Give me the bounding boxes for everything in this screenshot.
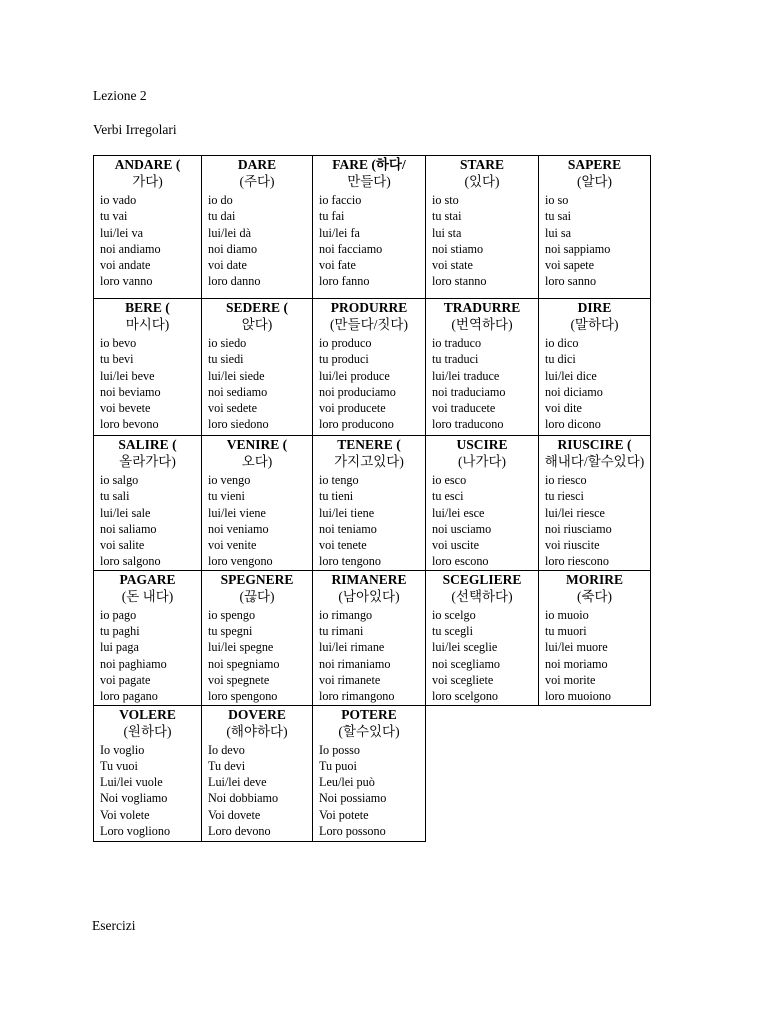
conjugation-form: lui/lei va (100, 225, 143, 240)
conjugation-form: lui/lei muore (545, 640, 608, 655)
conjugation-form: io vengo (208, 473, 251, 487)
conjugation-form: loro riescono (545, 554, 609, 569)
conjugation-form: loro siedono (208, 417, 269, 432)
conjugation-form: Tu puoi (319, 758, 357, 773)
conjugation-form: io spengo (208, 607, 256, 622)
conjugation-form: tu sali (100, 489, 130, 504)
conjugation-form: voi spegnete (208, 672, 270, 687)
conjugation-form: loro producono (319, 417, 394, 432)
conjugation-form: tu muori (545, 624, 587, 639)
conjugation-form: Loro vogliono (100, 824, 171, 839)
conjugation-form: tu dai (208, 209, 236, 224)
conjugation-form: noi veniamo (208, 521, 269, 536)
conjugation-list (100, 335, 201, 433)
verb-name: BERE ( (125, 300, 170, 315)
conjugation-list (545, 192, 650, 290)
verb-translation: (알다) (576, 174, 613, 189)
conjugation-form: noi diamo (208, 241, 258, 256)
conjugation-form: voi andate (100, 258, 151, 273)
conjugation-form: Loro devono (208, 824, 271, 839)
verb-name: TENERE ( (337, 437, 401, 452)
verb-infinitive (426, 436, 538, 470)
conjugation-form: loro vanno (100, 274, 153, 289)
conjugation-form: tu stai (432, 209, 462, 224)
conjugation-form: Voi potete (319, 807, 369, 822)
verb-infinitive (426, 299, 538, 333)
conjugation-form: loro bevono (100, 417, 159, 432)
verb-cell (202, 570, 313, 705)
conjugation-form: lui/lei viene (208, 505, 266, 520)
conjugation-form: Tu devi (208, 758, 246, 773)
conjugation-list (208, 742, 312, 840)
conjugation-form: tu fai (319, 209, 345, 224)
conjugation-form: voi venite (208, 538, 257, 553)
verb-cell (313, 570, 426, 705)
lesson-title: Lezione 2 (93, 88, 147, 103)
conjugation-list (208, 335, 312, 433)
conjugation-form: voi pagate (100, 672, 151, 687)
conjugation-form: noi traduciamo (432, 384, 506, 399)
conjugation-form: loro escono (432, 554, 489, 569)
conjugation-list (545, 335, 650, 433)
verb-translation: 가지고있다) (334, 454, 404, 469)
conjugation-form: io produco (319, 336, 372, 350)
verb-translation: (원하다) (123, 723, 172, 739)
verb-name: DIRE (577, 300, 612, 315)
conjugation-list (100, 607, 201, 705)
verb-cell (202, 299, 313, 436)
conjugation-list (545, 607, 650, 705)
verb-name: PAGARE (119, 571, 176, 587)
verb-name: TRADURRE (443, 300, 521, 315)
empty-cell (539, 705, 651, 841)
conjugation-form: lui/lei fa (319, 225, 360, 240)
conjugation-form: noi stiamo (432, 241, 484, 256)
conjugation-form: noi sappiamo (545, 241, 611, 256)
verb-infinitive (313, 706, 425, 740)
conjugation-form: io tengo (319, 473, 359, 487)
conjugation-form: noi rimaniamo (319, 656, 391, 671)
verb-translation: 해내다/할수있다) (544, 454, 645, 469)
verb-cell (426, 299, 539, 436)
verb-infinitive (202, 706, 312, 740)
verb-cell (313, 705, 426, 841)
verb-name: PRODURRE (330, 300, 408, 315)
verb-translation: 가다) (132, 174, 163, 189)
verb-translation: (돈 내다) (121, 588, 174, 604)
conjugation-form: tu siedi (208, 352, 244, 367)
verb-row (94, 156, 651, 299)
verb-translation: (남아있다) (338, 588, 400, 604)
verb-name: RIMANERE (331, 571, 407, 587)
conjugation-list (432, 472, 538, 570)
verb-cell (202, 436, 313, 571)
verb-infinitive (313, 436, 425, 470)
conjugation-form: Io devo (208, 742, 245, 757)
conjugation-form: noi saliamo (100, 521, 157, 536)
verb-infinitive (539, 571, 650, 605)
verb-infinitive (202, 299, 312, 333)
conjugation-form: Lui/lei deve (208, 775, 267, 790)
verb-infinitive (202, 571, 312, 605)
verb-cell (426, 156, 539, 299)
verb-cell (94, 705, 202, 841)
conjugation-form: io vado (100, 193, 137, 207)
conjugation-form: loro vengono (208, 554, 273, 569)
conjugation-form: tu produci (319, 352, 369, 367)
conjugation-form: Io voglio (100, 742, 145, 757)
irregular-verbs-table (93, 155, 651, 842)
verb-name: STARE (459, 157, 504, 172)
conjugation-form: voi morite (545, 672, 596, 687)
conjugation-form: lui sa (545, 225, 572, 240)
conjugation-form: tu dici (545, 352, 576, 367)
conjugation-form: io siedo (208, 336, 247, 350)
conjugation-list (319, 607, 425, 705)
conjugation-form: tu tieni (319, 489, 354, 504)
conjugation-form: voi state (432, 258, 473, 273)
conjugation-form: Lui/lei vuole (100, 775, 163, 790)
verb-name: VENIRE ( (226, 437, 288, 452)
conjugation-form: lui/lei siede (208, 368, 265, 383)
conjugation-form: tu traduci (432, 352, 479, 367)
conjugation-form: tu paghi (100, 624, 140, 639)
conjugation-list (208, 192, 312, 290)
conjugation-form: loro fanno (319, 274, 370, 289)
verb-cell (94, 436, 202, 571)
conjugation-form: lui/lei dice (545, 368, 597, 383)
conjugation-form: lui/lei esce (432, 505, 485, 520)
conjugation-form: tu riesci (545, 489, 584, 504)
verb-name: USCIRE (456, 437, 508, 452)
verb-translation: 앉다) (241, 317, 273, 332)
conjugation-form: Voi dovete (208, 807, 261, 822)
conjugation-form: Loro possono (319, 824, 386, 839)
conjugation-form: lui/lei rimane (319, 640, 385, 655)
verb-infinitive (426, 571, 538, 605)
conjugation-form: lui/lei tiene (319, 505, 375, 520)
conjugation-form: lui/lei beve (100, 368, 155, 383)
conjugation-form: io scelgo (432, 607, 476, 622)
conjugation-form: noi moriamo (545, 656, 608, 671)
conjugation-list (100, 192, 201, 290)
conjugation-list (432, 607, 538, 705)
conjugation-form: loro traducono (432, 417, 504, 432)
conjugation-form: io pago (100, 607, 137, 622)
conjugation-form: loro salgono (100, 554, 161, 569)
verb-cell (426, 570, 539, 705)
verb-row (94, 570, 651, 705)
conjugation-form: voi traducete (432, 401, 496, 416)
exercises-heading: Esercizi (92, 918, 136, 933)
conjugation-form: tu vieni (208, 489, 245, 504)
conjugation-form: loro rimangono (319, 689, 395, 704)
verb-infinitive (313, 156, 425, 190)
verb-name: RIUSCIRE ( (557, 437, 632, 452)
conjugation-form: noi paghiamo (100, 656, 167, 671)
verb-cell (426, 436, 539, 571)
verb-name: FARE (하다/ (332, 157, 406, 172)
conjugation-form: lui paga (100, 640, 139, 655)
conjugation-list (545, 472, 650, 570)
verb-cell (202, 156, 313, 299)
conjugation-list (319, 192, 425, 290)
conjugation-form: Leu/lei può (319, 775, 375, 790)
conjugation-form: Io posso (319, 742, 360, 757)
verb-cell (313, 156, 426, 299)
verb-row (94, 299, 651, 436)
verb-translation: (해야하다) (226, 723, 288, 739)
conjugation-list (208, 607, 312, 705)
verb-cell (313, 299, 426, 436)
conjugation-list (319, 742, 425, 840)
conjugation-form: noi produciamo (319, 384, 396, 399)
conjugation-form: Noi possiamo (319, 791, 387, 806)
conjugation-form: io dico (545, 336, 579, 350)
conjugation-form: voi bevete (100, 401, 151, 416)
conjugation-form: tu vai (100, 209, 128, 224)
verb-translation: 마시다) (125, 317, 170, 332)
verb-name: SPEGNERE (220, 571, 294, 587)
conjugation-form: io rimango (319, 607, 373, 622)
conjugation-form: io esco (432, 473, 467, 487)
verb-infinitive (426, 156, 538, 190)
verb-infinitive (539, 156, 650, 190)
conjugation-form: tu spegni (208, 624, 253, 639)
conjugation-list (432, 335, 538, 433)
verb-translation: 오다) (241, 454, 273, 469)
verb-cell (539, 570, 651, 705)
conjugation-form: loro danno (208, 274, 261, 289)
conjugation-form: Noi dobbiamo (208, 791, 279, 806)
conjugation-form: loro tengono (319, 554, 381, 569)
verb-name: SALIRE ( (118, 437, 177, 452)
verb-row (94, 436, 651, 571)
verb-infinitive (539, 436, 650, 470)
conjugation-form: lui/lei dà (208, 225, 251, 240)
verb-translation: (말하다) (570, 317, 619, 332)
conjugation-list (100, 742, 201, 840)
conjugation-form: lui/lei riesce (545, 505, 605, 520)
conjugation-form: loro stanno (432, 274, 487, 289)
conjugation-form: voi riuscite (545, 538, 600, 553)
verb-infinitive (539, 299, 650, 333)
verb-translation: 만들다) (347, 174, 391, 189)
conjugation-form: noi riusciamo (545, 521, 612, 536)
conjugation-form: lui sta (432, 225, 462, 240)
conjugation-form: tu sai (545, 209, 572, 224)
conjugation-form: io riesco (545, 473, 587, 487)
conjugation-form: lui/lei traduce (432, 368, 500, 383)
conjugation-form: voi uscite (432, 538, 480, 553)
conjugation-form: tu rimani (319, 624, 364, 639)
verb-cell (313, 436, 426, 571)
conjugation-form: tu bevi (100, 352, 134, 367)
conjugation-form: io sto (432, 193, 459, 207)
verb-infinitive (94, 436, 201, 470)
verb-name: DARE (237, 157, 277, 172)
conjugation-form: tu esci (432, 489, 464, 504)
verb-infinitive (313, 571, 425, 605)
conjugation-form: lui/lei sale (100, 505, 151, 520)
conjugation-form: lui/lei spegne (208, 640, 274, 655)
verb-translation: 올라가다) (119, 454, 176, 469)
verb-infinitive (94, 571, 201, 605)
conjugation-form: noi sediamo (208, 384, 268, 399)
verb-translation: (나가다) (457, 454, 507, 469)
verb-name: MORIRE (566, 571, 623, 587)
verb-name: SCEGLIERE (442, 571, 522, 587)
conjugation-form: tu scegli (432, 624, 473, 639)
conjugation-form: voi scegliete (432, 672, 494, 687)
conjugation-list (208, 472, 312, 570)
conjugation-form: loro sanno (545, 274, 597, 289)
conjugation-form: voi sapete (545, 258, 595, 273)
empty-cell (426, 705, 539, 841)
verb-infinitive (313, 299, 425, 333)
verb-name: SAPERE (567, 157, 622, 172)
conjugation-form: lui/lei produce (319, 368, 390, 383)
verb-cell (94, 156, 202, 299)
conjugation-form: voi fate (319, 258, 356, 273)
conjugation-list (432, 192, 538, 290)
conjugation-form: noi diciamo (545, 384, 603, 399)
verb-translation: (만들다/짓다) (330, 317, 408, 332)
conjugation-form: noi andiamo (100, 241, 161, 256)
verb-cell (539, 156, 651, 299)
conjugation-list (319, 472, 425, 570)
verb-translation: (죽다) (576, 588, 613, 604)
verb-cell (94, 299, 202, 436)
conjugation-form: lui/lei sceglie (432, 640, 498, 655)
verb-translation: (있다) (464, 174, 500, 189)
conjugation-form: io bevo (100, 336, 137, 350)
conjugation-form: Voi volete (100, 807, 150, 822)
conjugation-form: voi producete (319, 401, 386, 416)
verb-translation: (번역하다) (451, 317, 513, 332)
conjugation-form: voi dite (545, 401, 582, 416)
conjugation-form: loro pagano (100, 689, 158, 704)
conjugation-form: loro scelgono (432, 689, 499, 704)
conjugation-form: voi tenete (319, 538, 367, 553)
conjugation-form: loro muoiono (545, 689, 612, 704)
verb-cell (539, 436, 651, 571)
conjugation-form: io so (545, 193, 569, 207)
conjugation-form: loro dicono (545, 417, 601, 432)
verb-name: VOLERE (119, 706, 176, 722)
conjugation-form: voi rimanete (319, 672, 381, 687)
verb-row (94, 705, 651, 841)
lesson-subtitle: Verbi Irregolari (93, 122, 177, 137)
verb-cell (539, 299, 651, 436)
verb-infinitive (202, 156, 312, 190)
conjugation-form: Noi vogliamo (100, 791, 168, 806)
conjugation-form: noi usciamo (432, 521, 492, 536)
conjugation-form: noi facciamo (319, 241, 383, 256)
conjugation-form: io faccio (319, 193, 362, 207)
verb-name: POTERE (341, 706, 397, 722)
conjugation-form: noi teniamo (319, 521, 377, 536)
verb-name: DOVERE (228, 706, 286, 722)
verb-name: SEDERE ( (226, 300, 288, 315)
conjugation-form: io traduco (432, 336, 482, 350)
verb-name: ANDARE ( (114, 157, 181, 172)
verb-translation: (할수있다) (338, 723, 400, 739)
conjugation-list (319, 335, 425, 433)
conjugation-form: noi beviamo (100, 384, 161, 399)
conjugation-form: noi spegniamo (208, 656, 280, 671)
verb-translation: (끊다) (239, 588, 275, 604)
verb-infinitive (94, 299, 201, 333)
conjugation-form: Tu vuoi (100, 758, 138, 773)
conjugation-form: loro spengono (208, 689, 278, 704)
verb-translation: (선택하다) (451, 588, 513, 604)
verb-translation: (주다) (239, 174, 275, 189)
conjugation-form: voi salite (100, 538, 145, 553)
conjugation-form: io salgo (100, 473, 139, 487)
conjugation-form: io do (208, 193, 233, 207)
conjugation-form: noi scegliamo (432, 656, 501, 671)
conjugation-form: voi date (208, 258, 247, 273)
conjugation-list (100, 472, 201, 570)
verb-infinitive (94, 156, 201, 190)
conjugation-form: voi sedete (208, 401, 258, 416)
verb-cell (202, 705, 313, 841)
verb-infinitive (202, 436, 312, 470)
conjugation-form: io muoio (545, 607, 589, 622)
verb-cell (94, 570, 202, 705)
verb-infinitive (94, 706, 201, 740)
